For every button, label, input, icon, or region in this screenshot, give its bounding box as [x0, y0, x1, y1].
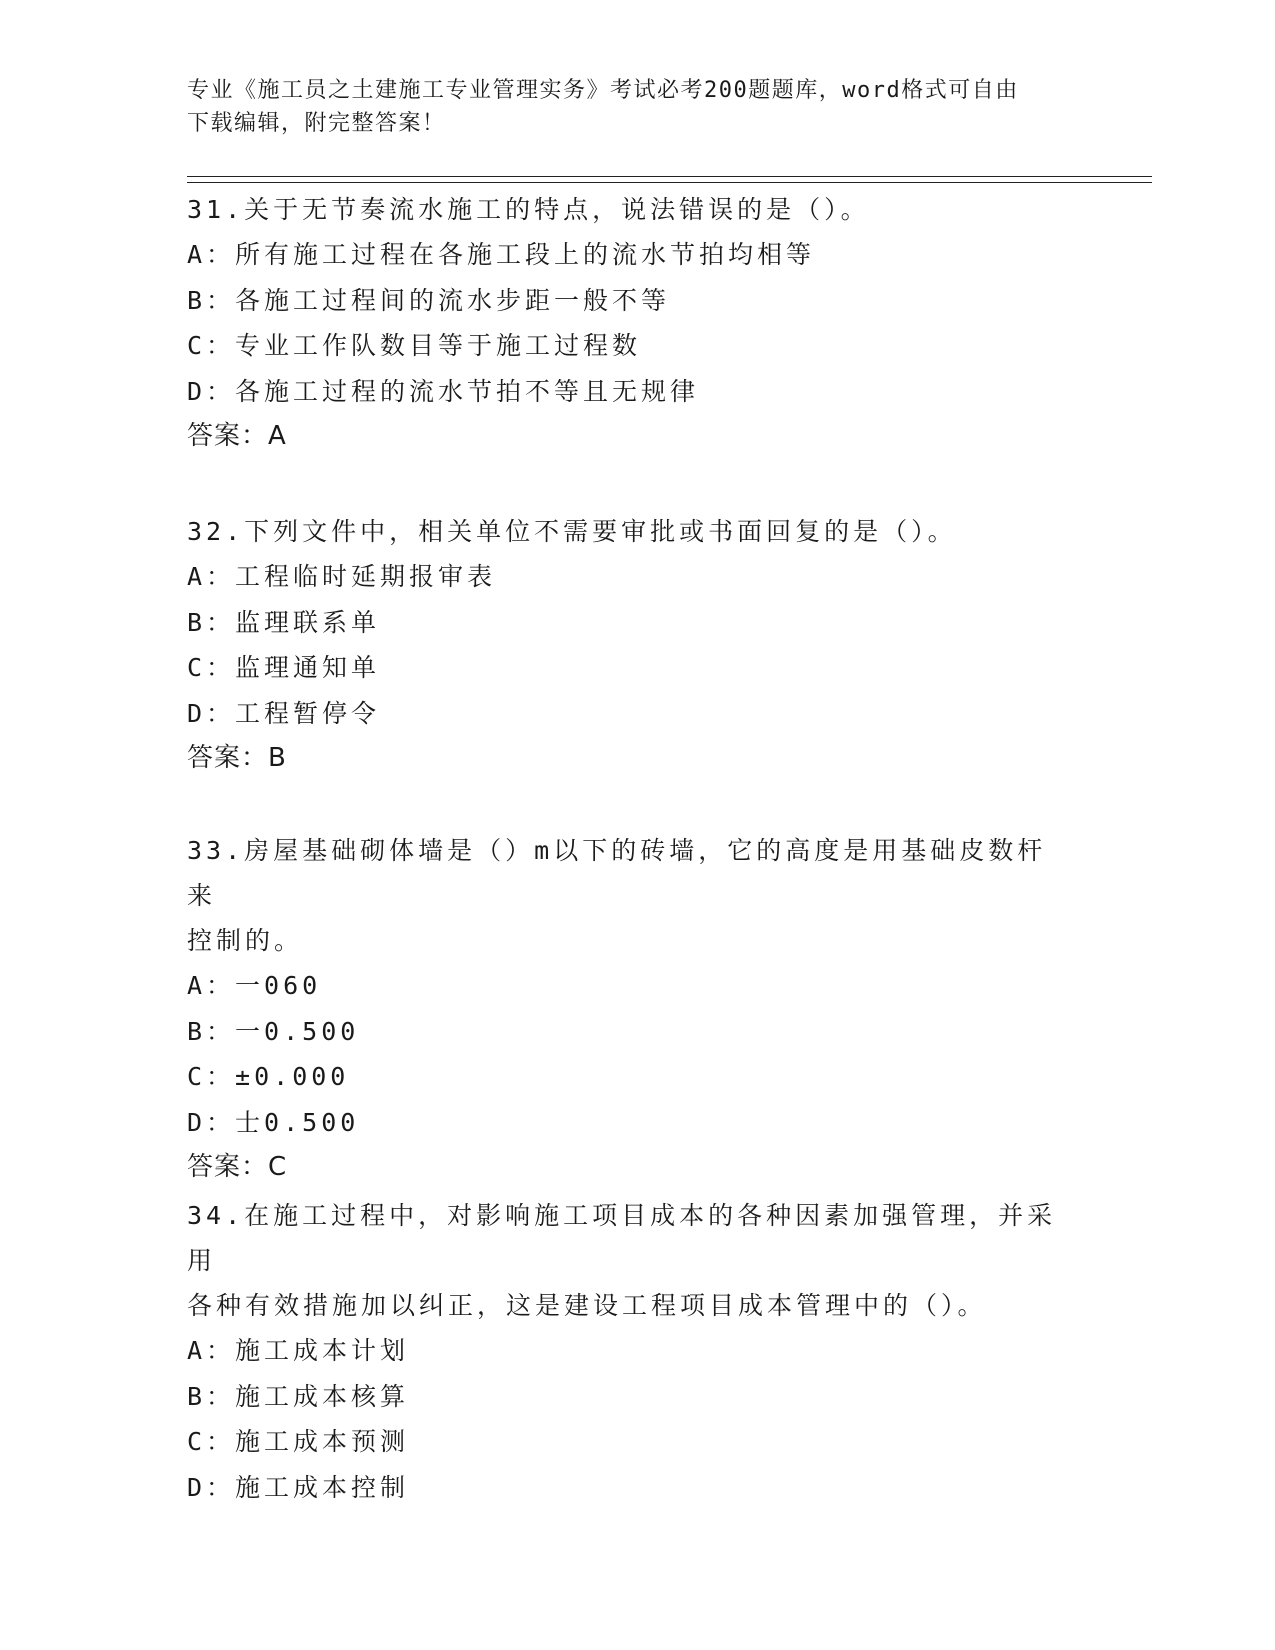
header-divider-bottom	[187, 182, 1152, 183]
option-a: A：所有施工过程在各施工段上的流水节拍均相等	[187, 240, 816, 269]
question-31	[187, 187, 1067, 459]
header-line-1: 专业《施工员之土建施工专业管理实务》考试必考200题题库，word格式可自由	[187, 78, 1019, 103]
option-a: A：工程临时延期报审表	[187, 562, 497, 591]
option-b: B：一0.500	[187, 1016, 360, 1046]
question-text-line-1: 34.在施工过程中，对影响施工项目成本的各种因素加强管理，并采用	[187, 1201, 1057, 1275]
answer: 答案：B	[187, 743, 287, 773]
option-c: C：专业工作队数目等于施工过程数	[187, 331, 642, 360]
option-d: D：士0.500	[187, 1107, 360, 1137]
document-header	[187, 74, 1067, 140]
header-divider-top	[187, 176, 1152, 177]
option-c: C：施工成本预测	[187, 1427, 410, 1456]
answer: 答案：C	[187, 1152, 288, 1182]
option-c: C：±0.000	[187, 1062, 350, 1091]
question-text: 31.关于无节奏流水施工的特点，说法错误的是（）。	[187, 195, 870, 224]
option-b: B：各施工过程间的流水步距一般不等	[187, 285, 671, 315]
option-a: A：一060	[187, 971, 322, 1000]
question-text-line-1: 33.房屋基础砌体墙是（）m以下的砖墙，它的高度是用基础皮数杆来	[187, 836, 1047, 910]
option-a: A：施工成本计划	[187, 1336, 410, 1365]
option-b: B：施工成本核算	[187, 1381, 410, 1411]
question-33	[187, 828, 1067, 1190]
header-line-2: 下载编辑，附完整答案！	[187, 111, 446, 136]
question-text-line-2: 各种有效措施加以纠正，这是建设工程项目成本管理中的（）。	[187, 1291, 987, 1320]
answer: 答案：A	[187, 421, 287, 451]
option-b: B：监理联系单	[187, 607, 381, 637]
option-d: D：工程暂停令	[187, 698, 381, 728]
question-text: 32.下列文件中，相关单位不需要审批或书面回复的是（）。	[187, 517, 957, 546]
question-text-line-2: 控制的。	[187, 926, 304, 955]
option-d: D：施工成本控制	[187, 1472, 410, 1502]
question-34	[187, 1193, 1067, 1510]
option-d: D：各施工过程的流水节拍不等且无规律	[187, 376, 700, 406]
question-32	[187, 509, 1067, 781]
option-c: C：监理通知单	[187, 653, 381, 682]
